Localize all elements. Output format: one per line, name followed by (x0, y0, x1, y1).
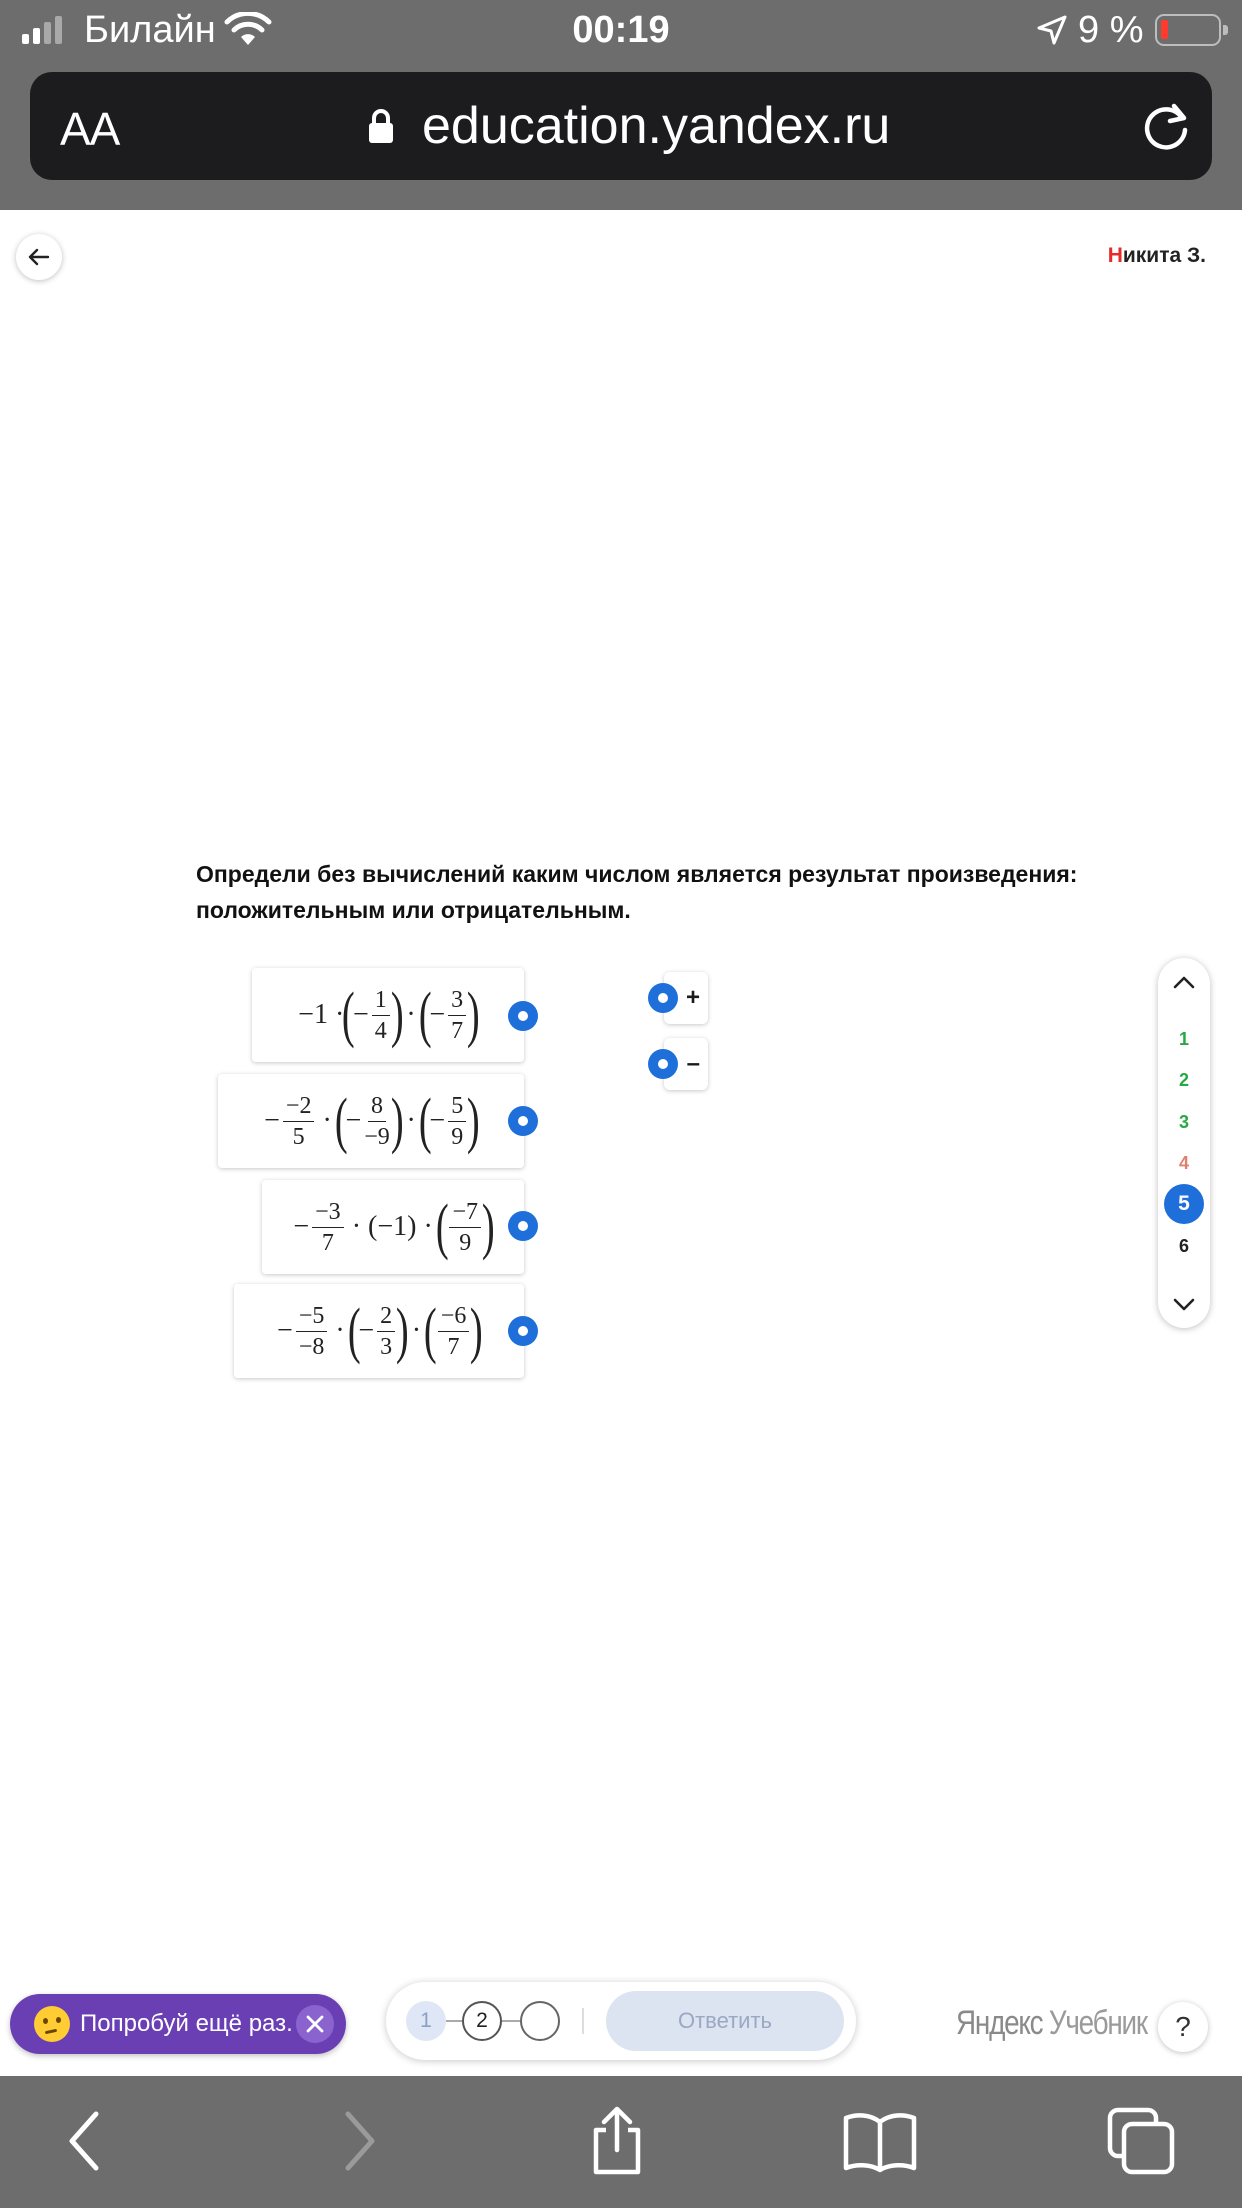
bookmarks-icon[interactable] (842, 2106, 918, 2176)
user-name[interactable]: Никита З. (1107, 244, 1206, 267)
answer-button[interactable]: Ответить (606, 1991, 844, 2051)
browser-back-icon[interactable] (52, 2106, 122, 2176)
help-button[interactable]: ? (1158, 2002, 1208, 2052)
close-icon (306, 2015, 324, 2033)
battery-icon (1155, 14, 1221, 46)
status-bar (0, 0, 1242, 62)
browser-forward-icon[interactable] (322, 2106, 392, 2176)
chevron-up-icon (1173, 976, 1195, 989)
target-minus-dot[interactable] (648, 1049, 678, 1079)
expression-card-1[interactable]: −1 · ( − $\frac{1}{4}$ ) · ( − $\frac{3}{7}$ ) (252, 968, 524, 1062)
connector-dot-4[interactable] (508, 1316, 538, 1346)
target-minus[interactable]: – (664, 1038, 708, 1090)
safari-toolbar (0, 2076, 1242, 2208)
chevron-down-icon (1173, 1298, 1195, 1311)
expression-card-3[interactable]: − $\frac{-3}{7}$ · (−1) · ( $\frac{-7}{9}$ ) (262, 1180, 524, 1274)
address-bar[interactable] (30, 72, 1212, 180)
target-plus-dot[interactable] (648, 983, 678, 1013)
arrow-left-icon (28, 248, 50, 266)
status-time: 00:19 (572, 9, 670, 51)
step-2[interactable]: 2 (1178, 1069, 1189, 1090)
connector-dot-2[interactable] (508, 1106, 538, 1136)
toast-message: Попробуй ещё раз. (80, 2010, 293, 2037)
toast-close-button[interactable] (296, 2005, 334, 2043)
retry-toast (10, 1994, 346, 2054)
expression-card-2[interactable]: − $\frac{-2}{5}$ · ( − $\frac{8}{-9}$ ) · ( − $\frac{5}{9}$ ) (218, 1074, 524, 1168)
thinking-face-icon (34, 2006, 70, 2042)
step-4[interactable]: 4 (1178, 1152, 1189, 1173)
step-5[interactable]: 5 (1164, 1184, 1204, 1224)
url-domain[interactable]: education.yandex.ru (422, 97, 891, 155)
expression-card-4[interactable]: − $\frac{-5}{-8}$ · ( − $\frac{2}{3}$ ) · ( $\frac{-6}{7}$ ) (234, 1284, 524, 1378)
yandex-uchebnik-logo[interactable]: Яндекс Учебник (956, 2004, 1147, 2042)
tabs-icon[interactable] (1106, 2106, 1176, 2176)
reload-icon[interactable] (1136, 96, 1196, 156)
step-down-button[interactable] (1158, 1284, 1210, 1324)
connector-dot-3[interactable] (508, 1211, 538, 1241)
step-3[interactable]: 3 (1178, 1111, 1189, 1132)
connector-dot-1[interactable] (508, 1001, 538, 1031)
step-up-button[interactable] (1158, 962, 1210, 1002)
share-icon[interactable] (582, 2106, 652, 2176)
task-text: Определи без вычислений каким числом является результат произведения: положительным или отрицательным. (196, 861, 1078, 923)
lock-icon (368, 108, 394, 144)
step-1[interactable]: 1 (1178, 1028, 1189, 1049)
pager-page-2[interactable]: 2 (462, 2001, 502, 2041)
pager-page-1[interactable]: 1 (406, 2001, 446, 2041)
task-pager (386, 1982, 856, 2060)
step-6[interactable]: 6 (1178, 1235, 1189, 1256)
location-arrow-icon (1036, 14, 1068, 46)
step-navigator (1158, 958, 1210, 1328)
carrier-name: Билайн (84, 9, 216, 51)
back-button[interactable] (16, 234, 62, 280)
battery-percent: 9 % (1078, 9, 1144, 51)
pager-page-3[interactable] (520, 2001, 560, 2041)
browser-chrome (0, 0, 1242, 210)
text-size-button[interactable]: AA (60, 103, 120, 155)
target-plus[interactable]: + (664, 972, 708, 1024)
